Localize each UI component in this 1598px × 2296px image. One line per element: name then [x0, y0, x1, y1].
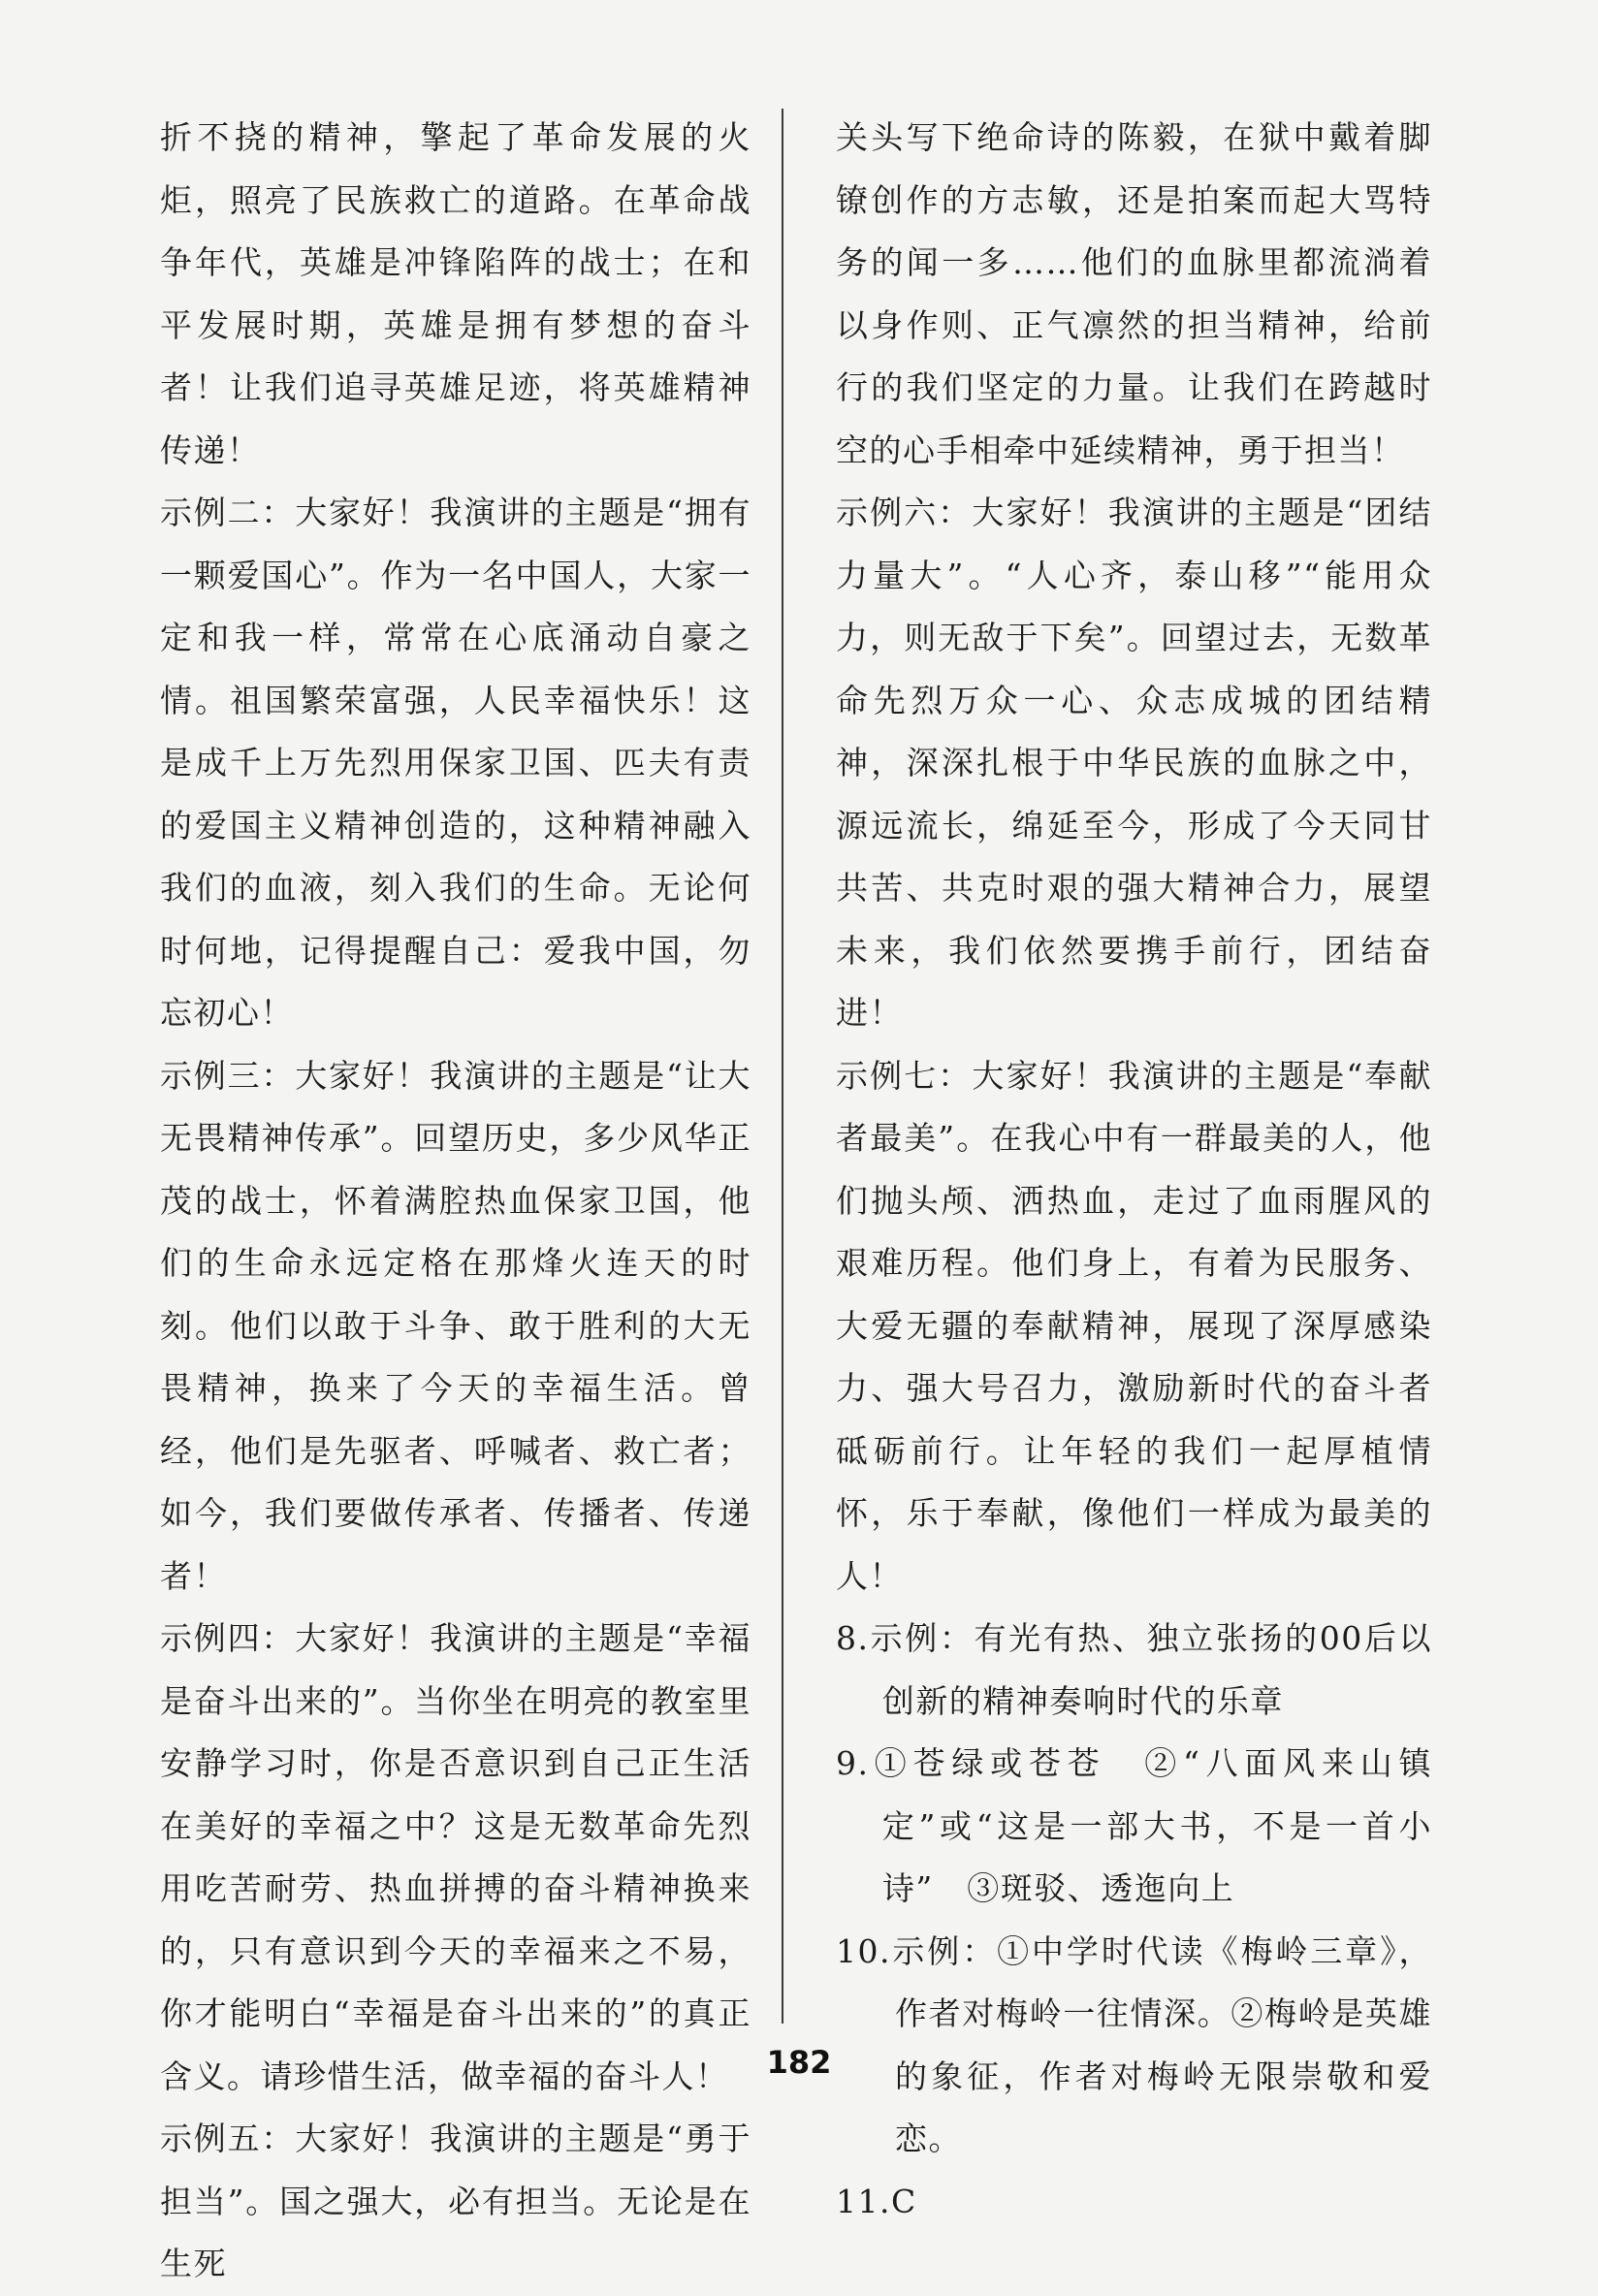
answer-item: 9.①苍绿或苍苍 ②“八面风来山镇定”或“这是一部大书，不是一首小诗” ③斑驳、透迤向上	[836, 1744, 1432, 1907]
paragraph: 示例六：大家好！我演讲的主题是“团结力量大”。“人心齐，泰山移”“能用众力，则无敌于下矣”。回望过去，无数革命先烈万众一心、众志成城的团结精神，深深扎根于中华民族的血脉之中，源远流长，绵延至今，形成了今天同甘共苦、共克时艰的强大精神合力，展望未来，我们依然要携手前行，团结奋进！	[836, 494, 1432, 1032]
column-divider	[782, 109, 783, 2024]
left-column	[160, 107, 751, 2296]
paragraph: 示例二：大家好！我演讲的主题是“拥有一颗爱国心”。作为一名中国人，大家一定和我一样，常常在心底涌动自豪之情。祖国繁荣富强，人民幸福快乐！这是成千上万先烈用保家卫国、匹夫有责的爱国主义精神创造的，这种精神融入我们的血液，刻入我们的生命。无论何时何地，记得提醒自己：爱我中国，勿忘初心！	[160, 494, 751, 1032]
paragraph: 示例七：大家好！我演讲的主题是“奉献者最美”。在我心中有一群最美的人，他们抛头颅、洒热血，走过了血雨腥风的艰难历程。他们身上，有着为民服务、大爱无疆的奉献精神，展现了深厚感染力、强大号召力，激励新时代的奋斗者砥砺前行。让年轻的我们一起厚植情怀，乐于奉献，像他们一样成为最美的人！	[836, 1056, 1432, 1595]
paragraph: 示例三：大家好！我演讲的主题是“让大无畏精神传承”。回望历史，多少风华正茂的战士，怀着满腔热血保家卫国，他们的生命永远定格在那烽火连天的时刻。他们以敢于斗争、敢于胜利的大无畏精神，换来了今天的幸福生活。曾经，他们是先驱者、呼喊者、救亡者；如今，我们要做传承者、传播者、传递者！	[160, 1056, 751, 1595]
answer-item: 10.示例：①中学时代读《梅岭三章》，作者对梅岭一往情深。②梅岭是英雄的象征，作者对梅岭无限崇敬和爱恋。	[836, 1931, 1432, 2157]
answer-item: 11.C	[836, 2182, 917, 2220]
paragraph: 示例四：大家好！我演讲的主题是“幸福是奋斗出来的”。当你坐在明亮的教室里安静学习时，你是否意识到自己正生活在美好的幸福之中？这是无数革命先烈用吃苦耐劳、热血拼搏的奋斗精神换来的，只有意识到今天的幸福来之不易，你才能明白“幸福是奋斗出来的”的真正含义。请珍惜生活，做幸福的奋斗人！	[160, 1619, 751, 2095]
paragraph: 折不挠的精神，擎起了革命发展的火炬，照亮了民族救亡的道路。在革命战争年代，英雄是冲锋陷阵的战士；在和平发展时期，英雄是拥有梦想的奋斗者！让我们追寻英雄足迹，将英雄精神传递！	[160, 118, 751, 469]
right-column	[836, 107, 1432, 2233]
paragraph: 示例五：大家好！我演讲的主题是“勇于担当”。国之强大，必有担当。无论是在生死	[160, 2120, 751, 2282]
paragraph: 关头写下绝命诗的陈毅，在狱中戴着脚镣创作的方志敏，还是拍案而起大骂特务的闻一多……他们的血脉里都流淌着以身作则、正气凛然的担当精神，给前行的我们坚定的力量。让我们在跨越时空的心手相牵中延续精神，勇于担当！	[836, 118, 1432, 469]
page-number: 182	[766, 2044, 832, 2081]
answer-item: 8.示例：有光有热、独立张扬的00后以创新的精神奏响时代的乐章	[836, 1619, 1432, 1720]
